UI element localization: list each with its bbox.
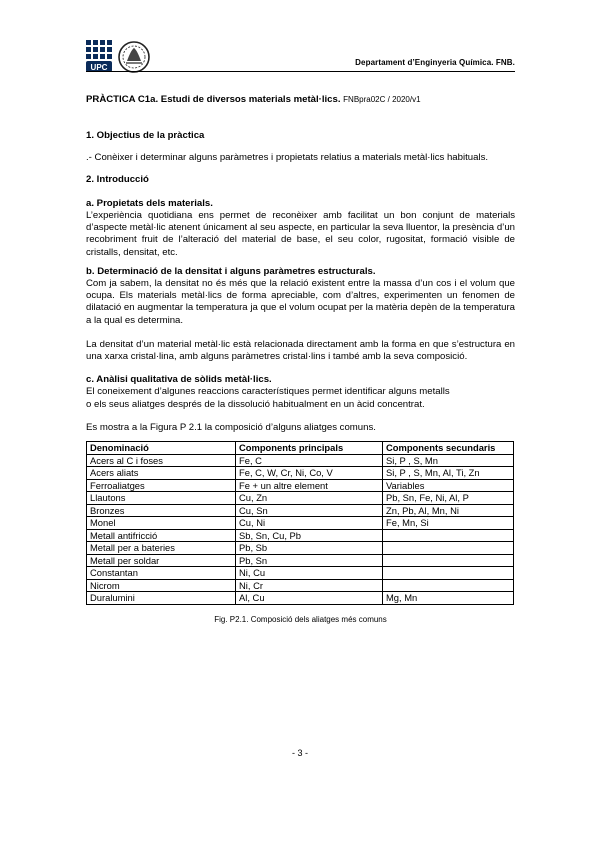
table-cell: Acers al C i foses (87, 454, 236, 467)
table-row (87, 467, 514, 480)
table-cell: Acers aliats (87, 467, 236, 480)
practice-title (86, 94, 515, 106)
table-cell: Ni, Cr (236, 579, 383, 592)
table-row (87, 454, 514, 467)
table-row (87, 479, 514, 492)
figure-caption: Fig. P2.1. Composició dels aliatges més comuns (214, 614, 387, 624)
table-cell: Metall per soldar (87, 554, 236, 567)
table-row (87, 567, 514, 580)
table-cell: Pb, Sn (236, 554, 383, 567)
table-cell: Al, Cu (236, 592, 383, 605)
table-cell (383, 579, 514, 592)
table-cell: Llautons (87, 492, 236, 505)
header-divider (86, 71, 515, 72)
table-cell: Cu, Ni (236, 517, 383, 530)
table-body (87, 454, 514, 604)
table-row (87, 542, 514, 555)
practice-code: FNBpra02C / 2020/v1 (343, 95, 421, 104)
table-header-cell: Components secundaris (383, 442, 514, 455)
section1-text: .- Conèixer i determinar alguns paràmetres i propietats relatius a materials metàl·lics habituals. (86, 152, 489, 164)
table-cell: Sb, Sn, Cu, Pb (236, 529, 383, 542)
table-cell: Monel (87, 517, 236, 530)
alloy-composition-table (86, 441, 514, 605)
table-cell: Fe, C (236, 454, 383, 467)
upc-logo-text: UPC (90, 63, 108, 72)
table-cell: Cu, Sn (236, 504, 383, 517)
table-cell: Pb, Sn, Fe, Ni, Al, P (383, 492, 514, 505)
page-number: - 3 - (291, 748, 308, 758)
table-cell: Fe, C, W, Cr, Ni, Co, V (236, 467, 383, 480)
table-cell: Bronzes (87, 504, 236, 517)
subsection-c-heading: c. Anàlisi qualitativa de sòlids metàl·lics. (86, 374, 272, 386)
subsection-a-text: L’experiència quotidiana ens permet de reconèixer amb facilitat un bon conjunt de materials d’aspecte metàl·lic atenent únicament al seu aspecte, en particular la seva lluentor, la presència d’un recobriment fruit de l’alteració del material de base, el seu color, rugositat, formació visible de cristalls, densitat, etc. (86, 210, 515, 258)
upc-logo (86, 40, 152, 74)
subsection-b-text-2: La densitat d’un material metàl·lic està relacionada directament amb la forma en que s’estructura en una xarxa cristal·lina, amb alguns paràmetres cristal·lins i també amb la seva composició. (86, 338, 515, 363)
upc-logo-icon (86, 40, 152, 74)
section1-heading: 1. Objectius de la pràctica (86, 130, 205, 142)
table-header-cell: Denominació (87, 442, 236, 455)
table-row (87, 579, 514, 592)
subsection-c-text-2: o els seus aliatges després de la dissolució habitualment en un àcid concentrat. (86, 398, 425, 410)
table-cell (383, 529, 514, 542)
table-row (87, 504, 514, 517)
table-cell: Cu, Zn (236, 492, 383, 505)
table-header-row (87, 442, 514, 455)
figure-intro-text: Es mostra a la Figura P 2.1 la composició d’alguns aliatges comuns. (86, 421, 376, 433)
table-cell: Constantan (87, 567, 236, 580)
table-cell: Variables (383, 479, 514, 492)
table-cell: Metall antifricció (87, 529, 236, 542)
table-cell (383, 542, 514, 555)
table-cell (383, 567, 514, 580)
table-cell: Si, P , S, Mn, Al, Ti, Zn (383, 467, 514, 480)
table-row (87, 592, 514, 605)
table-cell: Fe, Mn, Si (383, 517, 514, 530)
table-cell: Metall per a bateries (87, 542, 236, 555)
table-cell: Zn, Pb, Al, Mn, Ni (383, 504, 514, 517)
table-row (87, 529, 514, 542)
practice-title-main: PRÀCTICA C1a. Estudi de diversos materials metàl·lics. (86, 94, 341, 105)
table-cell: Fe + un altre element (236, 479, 383, 492)
subsection-b-heading: b. Determinació de la densitat i alguns paràmetres estructurals. (86, 265, 376, 277)
table-cell (383, 554, 514, 567)
section2-heading: 2. Introducció (86, 173, 149, 185)
subsection-b-text-1: Com ja sabem, la densitat no és més que la relació existent entre la massa d’un cos i el volum que ocupa. Els materials metàl·lics de forma apreciable, com d’altres, experimenten un fenomen de dilatació en augmentar la temperatura ja que el volum ocupat per la matèria depèn de la temperatura a la qual es determina. (86, 278, 515, 326)
table-cell: Ferroaliatges (87, 479, 236, 492)
table-row (87, 517, 514, 530)
table-cell: Nicrom (87, 579, 236, 592)
table-row (87, 554, 514, 567)
department-header: Departament d’Enginyeria Química. FNB. (355, 58, 515, 67)
table-row (87, 492, 514, 505)
table-cell: Ni, Cu (236, 567, 383, 580)
table-header-cell: Components principals (236, 442, 383, 455)
table-cell: Duralumini (87, 592, 236, 605)
table-cell: Si, P , S, Mn (383, 454, 514, 467)
fnb-seal-icon (119, 42, 149, 72)
page-content (86, 94, 515, 626)
subsection-c-text-1: El coneixement d’algunes reaccions característiques permet identificar alguns metalls (86, 386, 450, 398)
subsection-a-heading: a. Propietats dels materials. (86, 197, 213, 209)
table-cell: Mg, Mn (383, 592, 514, 605)
table-cell: Pb, Sb (236, 542, 383, 555)
